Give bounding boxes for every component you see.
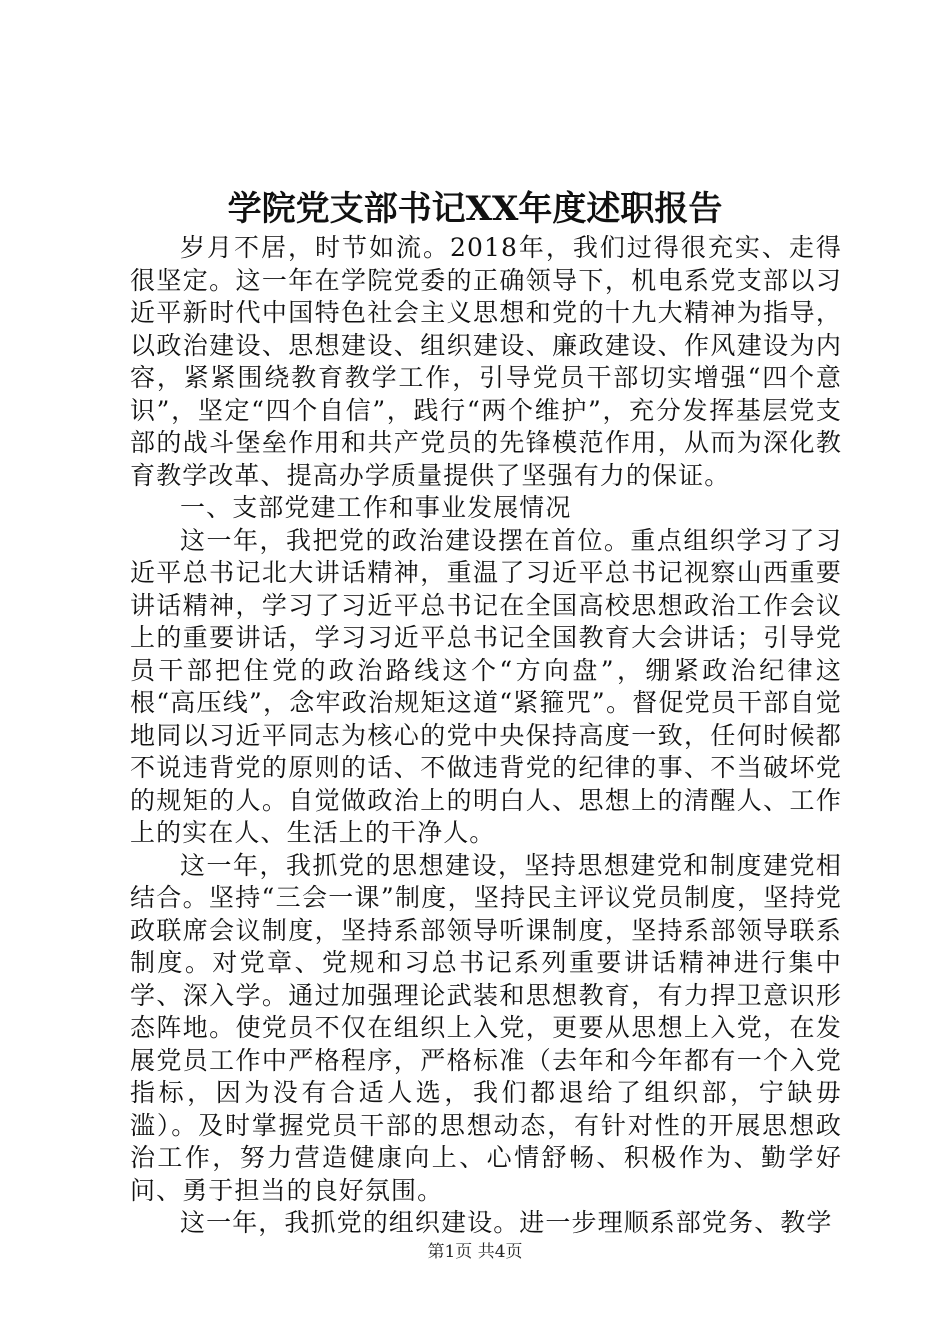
document-title: 学院党支部书记XX年度述职报告 [227, 189, 723, 229]
paragraph-ideological: 这一年，我抓党的思想建设，坚持思想建党和制度建党相结合。坚持“三会一课”制度，坚持民主评议党员制度，坚持党政联席会议制度，坚持系部领导听课制度，坚持系部领导联系制度。对党章、党规和习总书记系列重要讲话精神进行集中学、深入学。通过加强理论武装和思想教育，有力捍卫意识形态阵地。使党员不仅在组织上入党，更要从思想上入党，在发展党员工作中严格程序，严格标准（去年和今年都有一个入党指标，因为没有合适人选，我们都退给了组织部，宁缺毋滥）。及时掌握党员干部的思想动态，有针对性的开展思想政治工作，努力营造健康向上、心情舒畅、积极作为、勤学好问、勇于担当的良好氛围。 [130, 850, 842, 1205]
page-number: 第1页 共4页 [427, 1242, 523, 1262]
section-heading: 一、支部党建工作和事业发展情况 [180, 493, 572, 522]
paragraph-organizational: 这一年，我抓党的组织建设。进一步理顺系部党务、教学 [180, 1208, 833, 1237]
document-body [130, 232, 842, 1240]
paragraph-intro: 岁月不居，时节如流。2018年，我们过得很充实、走得很坚定。这一年在学院党委的正确领导下，机电系党支部以习近平新时代中国特色社会主义思想和党的十九大精神为指导，以政治建设、思想建设、组织建设、廉政建设、作风建设为内容，紧紧围绕教育教学工作，引导党员干部切实增强“四个意识”，坚定“四个自信”，践行“两个维护”，充分发挥基层党支部的战斗堡垒作用和共产党员的先锋模范作用，从而为深化教育教学改革、提高办学质量提供了坚强有力的保证。 [130, 233, 842, 490]
paragraph-political: 这一年，我把党的政治建设摆在首位。重点组织学习了习近平总书记北大讲话精神，重温了习近平总书记视察山西重要讲话精神，学习了习近平总书记在全国高校思想政治工作会议上的重要讲话，学习习近平总书记全国教育大会讲话；引导党员干部把住党的政治路线这个“方向盘”，绷紧政治纪律这根“高压线”，念牢政治规矩这道“紧箍咒”。督促党员干部自觉地同以习近平同志为核心的党中央保持高度一致，任何时候都不说违背党的原则的话、不做违背党的纪律的事、不当破坏党的规矩的人。自觉做政治上的明白人、思想上的清醒人、工作上的实在人、生活上的干净人。 [130, 525, 842, 847]
